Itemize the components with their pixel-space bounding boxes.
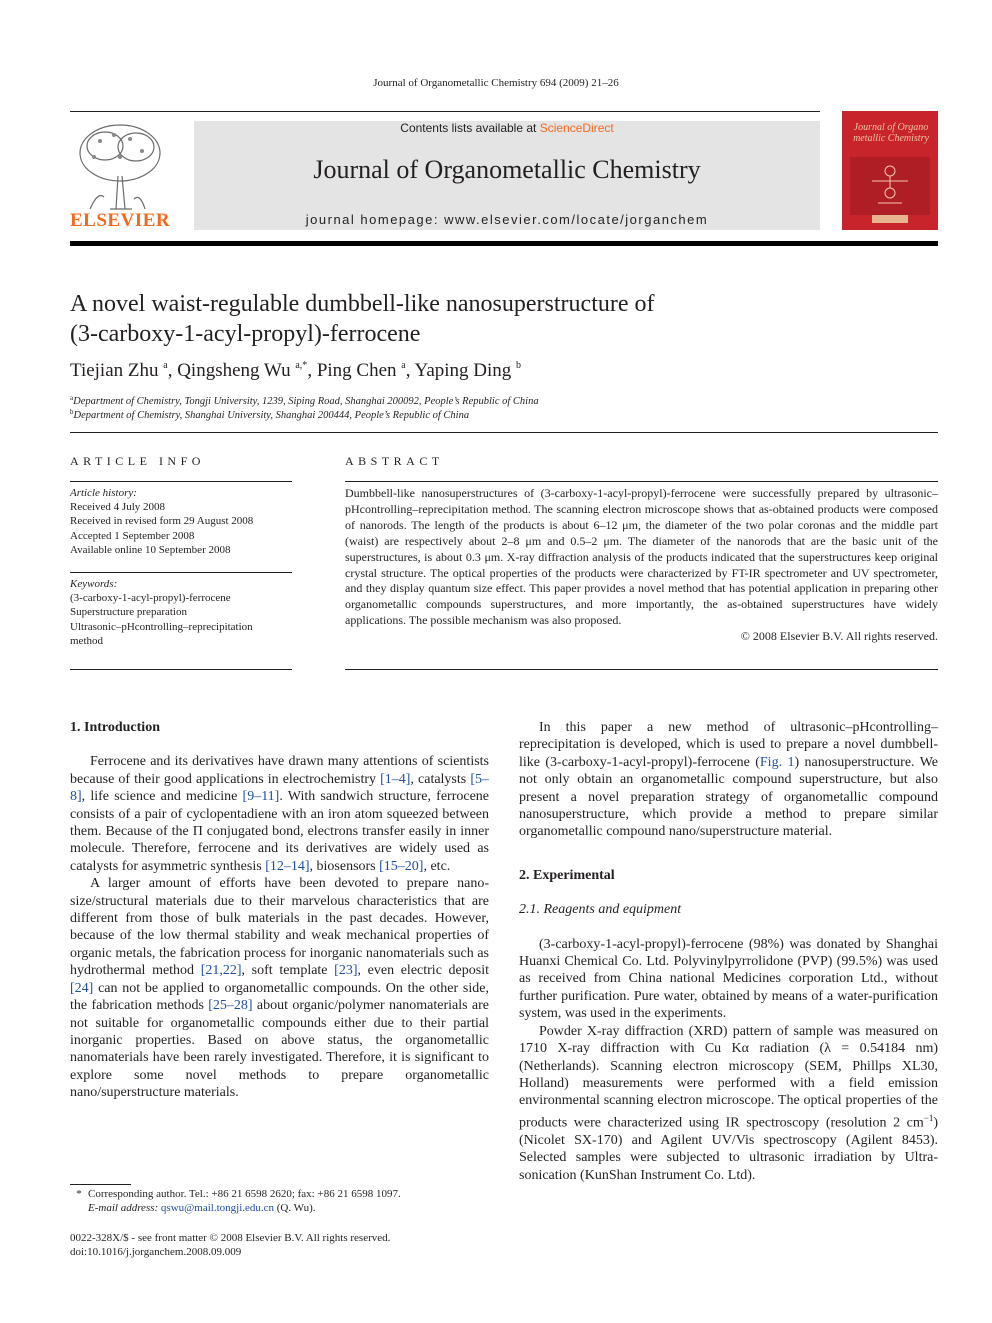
left-column bbox=[70, 719, 489, 1102]
citation-link[interactable]: [5–8] bbox=[70, 771, 489, 805]
doi-link[interactable]: doi:10.1016/j.jorganchem.2008.09.009 bbox=[70, 1246, 242, 1258]
author-list bbox=[70, 360, 870, 382]
author-affiliation-mark[interactable]: a bbox=[401, 360, 406, 371]
author-separator: , bbox=[307, 360, 317, 381]
journal-homepage-link[interactable]: journal homepage: www.elsevier.com/locate/jorganchem bbox=[305, 212, 709, 227]
keyword: Superstructure preparation bbox=[70, 606, 187, 619]
citation-link[interactable]: [15–20] bbox=[379, 858, 424, 874]
article-history bbox=[70, 486, 292, 557]
email-suffix: (Q. Wu). bbox=[274, 1202, 316, 1214]
keywords bbox=[70, 577, 292, 648]
experimental-paragraph-2 bbox=[519, 1023, 938, 1184]
text: ) (Nicolet SX-170) and Agilent UV/Vis spectroscopy (Agilent 8453). Selected samples were subjected to ultrasonic irradiation by Ultra-sonication (KunShan Instrument Co. Ltd). bbox=[519, 1115, 938, 1183]
author-name[interactable]: Tiejian Zhu bbox=[70, 360, 159, 381]
author-affiliation-mark[interactable]: b bbox=[516, 360, 522, 371]
issn-line: 0022-328X/$ - see front matter © 2008 Elsevier B.V. All rights reserved. bbox=[70, 1232, 391, 1244]
email-note bbox=[88, 1201, 508, 1215]
cover-title: Journal of Organo metallic Chemistry bbox=[853, 122, 929, 144]
citation-link[interactable]: [24] bbox=[70, 980, 94, 996]
contents-line bbox=[194, 121, 820, 135]
history-item: Received 4 July 2008 bbox=[70, 501, 166, 514]
footnote-mark: * bbox=[76, 1188, 82, 1200]
header-thick-rule bbox=[70, 241, 938, 246]
author-name[interactable]: Yaping Ding bbox=[414, 360, 512, 381]
author-separator: , bbox=[405, 360, 415, 381]
corresponding-author-note bbox=[70, 1187, 490, 1201]
experimental-heading: 2. Experimental bbox=[519, 867, 615, 883]
email-link[interactable]: qswu@mail.tongji.edu.cn bbox=[160, 1202, 275, 1214]
text: about organic/polymer nanomaterials are not suitable for organometallic compounds either due to their partial inorganic properties. Based on above status, the organometallic nanomaterials have been rarely investigated. Therefore, it is significant to explore some novel methods to prepare organometallic nano/superstructure materials. bbox=[70, 998, 489, 1101]
text: In this paper a new method of ultrasonic–pHcontrolling–reprecipitation is developed, which is used to prepare a novel dumbbell-like (3-carboxy-1-acyl-propyl)-ferrocene ( bbox=[519, 720, 938, 770]
article-title-line1: A novel waist-regulable dumbbell-like nanosuperstructure of bbox=[70, 291, 655, 317]
citation-link[interactable]: [21,22] bbox=[200, 963, 242, 979]
history-item: Received in revised form 29 August 2008 bbox=[70, 515, 254, 528]
citation-link[interactable]: [23] bbox=[334, 963, 358, 979]
abstract-rule bbox=[345, 481, 938, 482]
intro-paragraph-3 bbox=[519, 719, 938, 841]
abstract-copyright: © 2008 Elsevier B.V. All rights reserved. bbox=[740, 629, 938, 644]
abstract-text: Dumbbell-like nanosuperstructures of (3-carboxy-1-acyl-propyl)-ferrocene were successfully prepared by ultrasonic–pHcontrolling–reprecipitation method. The scanning electron microscope shows that as-obtained products were composed of nanorods. The length of the products is about 6–12 μm, the diameter of the two polar coronas and the middle part (waist) are respectively about 2–8 μm and 0.5–2 μm. The diameter of the nanorods that are the basic unit of the superstructures, is about 0.3 μm. X-ray diffraction analysis of the products indicated that the superstructures keep original crystal structure. The optical properties of the products were characterized by FT-IR spectrometer and UV spectrometer, and they display quantum size effect. This paper provides a novel method that has potential application in preparing other organometallic compounds superstructures, and more importantly, the as-obtained superstructures have widely applications. The possible mechanism was also proposed. bbox=[345, 486, 938, 628]
info-rule bbox=[70, 572, 292, 573]
keyword: method bbox=[70, 634, 103, 647]
journal-title: Journal of Organometallic Chemistry bbox=[313, 155, 701, 184]
citation-link[interactable]: [1–4] bbox=[380, 771, 411, 787]
author-affiliation-mark[interactable]: a,* bbox=[295, 360, 308, 371]
abstract-body bbox=[345, 486, 938, 645]
keyword: Ultrasonic–pHcontrolling–reprecipitation bbox=[70, 620, 253, 633]
header-rule bbox=[70, 111, 820, 112]
abstract-rule bbox=[345, 669, 938, 670]
affiliation-a bbox=[70, 394, 870, 407]
history-item: Available online 10 September 2008 bbox=[70, 543, 231, 556]
author-separator: , bbox=[167, 360, 178, 381]
info-rule bbox=[70, 669, 292, 670]
reagents-subheading: 2.1. Reagents and equipment bbox=[519, 902, 682, 918]
figure-link[interactable]: Fig. 1 bbox=[759, 754, 795, 770]
contents-prefix: Contents lists available at bbox=[400, 121, 540, 135]
elsevier-wordmark: ELSEVIER bbox=[70, 210, 171, 231]
article-title-line2: (3-carboxy-1-acyl-propyl)-ferrocene bbox=[70, 321, 421, 347]
abstract-heading: ABSTRACT bbox=[345, 454, 444, 468]
superscript: −1 bbox=[923, 1112, 934, 1123]
email-label: E-mail address: bbox=[88, 1202, 161, 1214]
journal-citation: Journal of Organometallic Chemistry 694 (2009) 21–26 bbox=[373, 77, 619, 89]
article-title bbox=[70, 289, 770, 349]
keywords-label: Keywords: bbox=[70, 578, 118, 590]
affiliation-b bbox=[70, 408, 870, 421]
experimental-paragraph-1: (3-carboxy-1-acyl-propyl)-ferrocene (98%) was donated by Shanghai Huanxi Chemical Co. Ltd. Polyvinylpyrrolidone (PVP) (99.5%) was used as received from China national Medicines corporation Ltd., without further purification. Pure water, obtained by means of a water-purification system, was used in the experiments. bbox=[519, 936, 938, 1022]
intro-heading: 1. Introduction bbox=[70, 720, 160, 735]
right-column bbox=[519, 719, 938, 1184]
text: , life science and medicine bbox=[81, 789, 243, 805]
text: Ferrocene and its derivatives have drawn many attentions of scientists because of their good applications in electrochemistry bbox=[70, 754, 489, 787]
intro-paragraph-2 bbox=[70, 875, 489, 1101]
keyword: (3-carboxy-1-acyl-propyl)-ferrocene bbox=[70, 592, 231, 605]
info-rule bbox=[70, 481, 292, 482]
affiliation-text: Department of Chemistry, Tongji University, 1239, Siping Road, Shanghai 200092, People’s Republic of China bbox=[73, 396, 539, 407]
footnote-rule bbox=[70, 1184, 131, 1185]
history-label: Article history: bbox=[70, 487, 137, 499]
intro-paragraph-1 bbox=[70, 753, 489, 875]
text: . With sandwich structure, ferrocene consists of a pair of cyclopentadiene with an iron atom squeezed between them. Because of the Π conjugated bond, electrons transfer easily in inner molecule. Therefore, ferrocene and its derivatives are widely used as catalysts for asymmetric synthesis bbox=[70, 789, 489, 874]
author-affiliation-mark[interactable]: a bbox=[163, 360, 168, 371]
section-rule bbox=[70, 432, 938, 433]
text: can not be applied to organometallic compounds. On the other side, the fabrication methods bbox=[70, 980, 489, 1014]
affiliation-mark: b bbox=[70, 408, 74, 416]
text: , biosensors bbox=[309, 858, 380, 874]
text: ) nanosuperstructure. We not only obtain an organometallic compound superstructure, but also present a novel preparation strategy of organometallic compound nanosuperstructure, which provide a method to prepare similar organometallic compound nano/superstructure material. bbox=[519, 754, 938, 840]
corresponding-author-text: Corresponding author. Tel.: +86 21 6598 2620; fax: +86 21 6598 1097. bbox=[88, 1188, 401, 1200]
text: Powder X-ray diffraction (XRD) pattern of sample was measured on 1710 X-ray diffraction with Cu Kα radiation (λ = 0.54184 nm) (Netherlands). Scanning electron microscopy (SEM, Phillps XL30, Holland) measurements were performed with a field emission environmental scanning electron microscope. The optical properties of the products were characterized using IR spectroscopy (resolution 2 cm bbox=[519, 1023, 938, 1131]
affiliation-mark: a bbox=[70, 394, 74, 402]
sciencedirect-link[interactable]: ScienceDirect bbox=[539, 121, 614, 135]
history-item: Accepted 1 September 2008 bbox=[70, 529, 195, 542]
citation-link[interactable]: [12–14] bbox=[265, 858, 310, 874]
text: , catalysts bbox=[410, 771, 471, 787]
text: A larger amount of efforts have been devoted to prepare nano-size/structural materials due to their marvelous characteristics that are different from those of bulk materials in the past decades. However, because of the low thermal stability and weak mechanical properties of organic metals, the fabrication process for inorganic nanomaterials such as hydrothermal method bbox=[70, 876, 489, 979]
text: , soft template bbox=[241, 963, 335, 979]
citation-link[interactable]: [9–11] bbox=[242, 789, 280, 805]
author-name[interactable]: Qingsheng Wu bbox=[177, 360, 291, 381]
article-info-heading: ARTICLE INFO bbox=[70, 454, 205, 468]
citation-link[interactable]: [25–28] bbox=[208, 998, 253, 1014]
text: , etc. bbox=[423, 858, 451, 874]
text: , even electric deposit bbox=[357, 963, 489, 979]
affiliation-text: Department of Chemistry, Shanghai University, Shanghai 200444, People’s Republic of China bbox=[73, 410, 470, 421]
author-name[interactable]: Ping Chen bbox=[316, 360, 397, 381]
